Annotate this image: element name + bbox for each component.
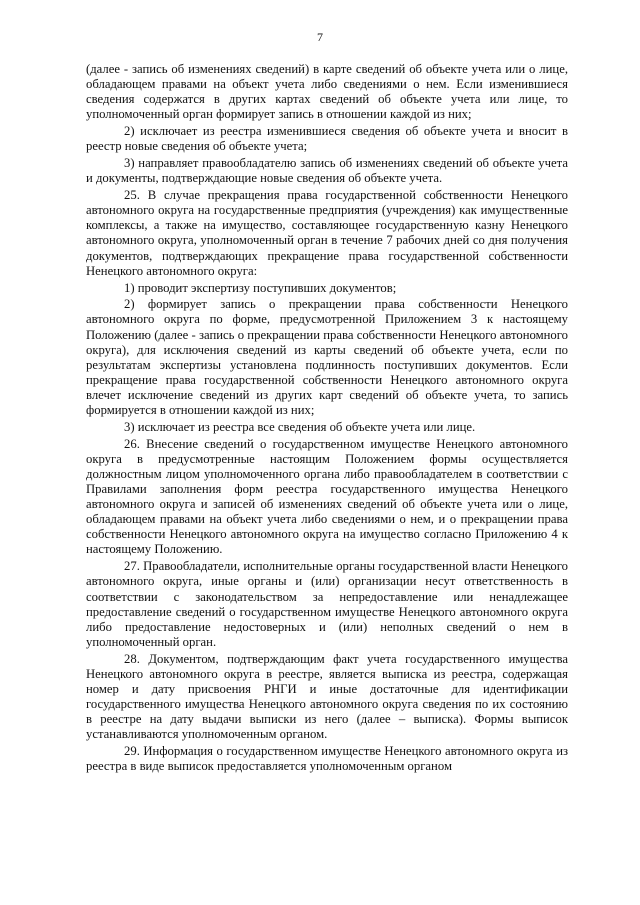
paragraph-24-item-3: 3) направляет правообладателю запись об изменениях сведений об объекте учета и документы, подтверждающие новые сведения об объекте учета. xyxy=(86,156,568,186)
document-body xyxy=(86,62,568,776)
paragraph-28: 28. Документом, подтверждающим факт учета государственного имущества Ненецкого автономного округа в реестре, является выписка из реестра, содержащая номер и дату присвоения РНГИ и иные достаточные для идентификации государственного имущества Ненецкого автономного округа сведения по их состоянию в реестре на дату выдачи выписки из него (далее – выписка). Формы выписок устанавливаются уполномоченным органом. xyxy=(86,651,568,742)
paragraph-26: 26. Внесение сведений о государственном имуществе Ненецкого автономного округа в предусмотренные настоящим Положением формы осуществляется должностным лицом уполномоченного органа либо правообладателем в соответствии с Правилами заполнения форм реестра государственного имущества Ненецкого автономного округа и записей об изменениях сведений об объекте учета или о лице, обладающем правами на объект учета либо сведениями о нем, и о прекращении права собственности Ненецкого автономного округа на имущество согласно Приложению 4 к настоящему Положению. xyxy=(86,436,568,557)
paragraph-24-item-2: 2) исключает из реестра изменившиеся сведения об объекте учета и вносит в реестр новые сведения об объекте учета; xyxy=(86,124,568,154)
paragraph-continuation: (далее - запись об изменениях сведений) в карте сведений об объекте учета или о лице, обладающем правами на объект учета либо сведениями о нем. Если изменившиеся сведения содержатся в других картах сведений об объекте учета или лице, то уполномоченный орган формирует запись в отношении каждой из них; xyxy=(86,62,568,122)
paragraph-25-item-3: 3) исключает из реестра все сведения об объекте учета или лице. xyxy=(124,419,476,434)
paragraph-25-item-1: 1) проводит экспертизу поступивших документов; xyxy=(124,280,397,295)
paragraph-29: 29. Информация о государственном имуществе Ненецкого автономного округа из реестра в виде выписок предоставляется уполномоченным органом xyxy=(86,744,568,774)
paragraph-25: 25. В случае прекращения права государственной собственности Ненецкого автономного округа на государственные предприятия (учреждения) как имущественные комплексы, а также на имущество, составляющее государственную казну Ненецкого автономного округа, уполномоченный орган в течение 7 рабочих дней со дня получения документов, подтверждающих прекращение права государственной собственности Ненецкого автономного округа: xyxy=(86,188,568,278)
paragraph-25-item-2: 2) формирует запись о прекращении права собственности Ненецкого автономного округа по форме, предусмотренной Приложением 3 к настоящему Положению (далее - запись о прекращении права собственности Ненецкого автономного округа), для исключения сведений из карты сведений об объекте учета, если по результатам экспертизы установлена подлинность поступивших документов. Если прекращение права государственной собственности Ненецкого автономного округа влечет исключение сведений из других карт сведений об объекте учета, то запись формируется в отношении каждой из них; xyxy=(86,297,568,418)
paragraph-27: 27. Правообладатели, исполнительные органы государственной власти Ненецкого автономного округа, иные органы и (или) организации несут ответственность в соответствии с законодательством за непредоставление или ненадлежащее предоставление сведений о государственном имуществе Ненецкого автономного округа либо предоставление недостоверных и (или) неполных сведений о нем в уполномоченный орган. xyxy=(86,559,568,649)
page-number: 7 xyxy=(317,30,323,44)
